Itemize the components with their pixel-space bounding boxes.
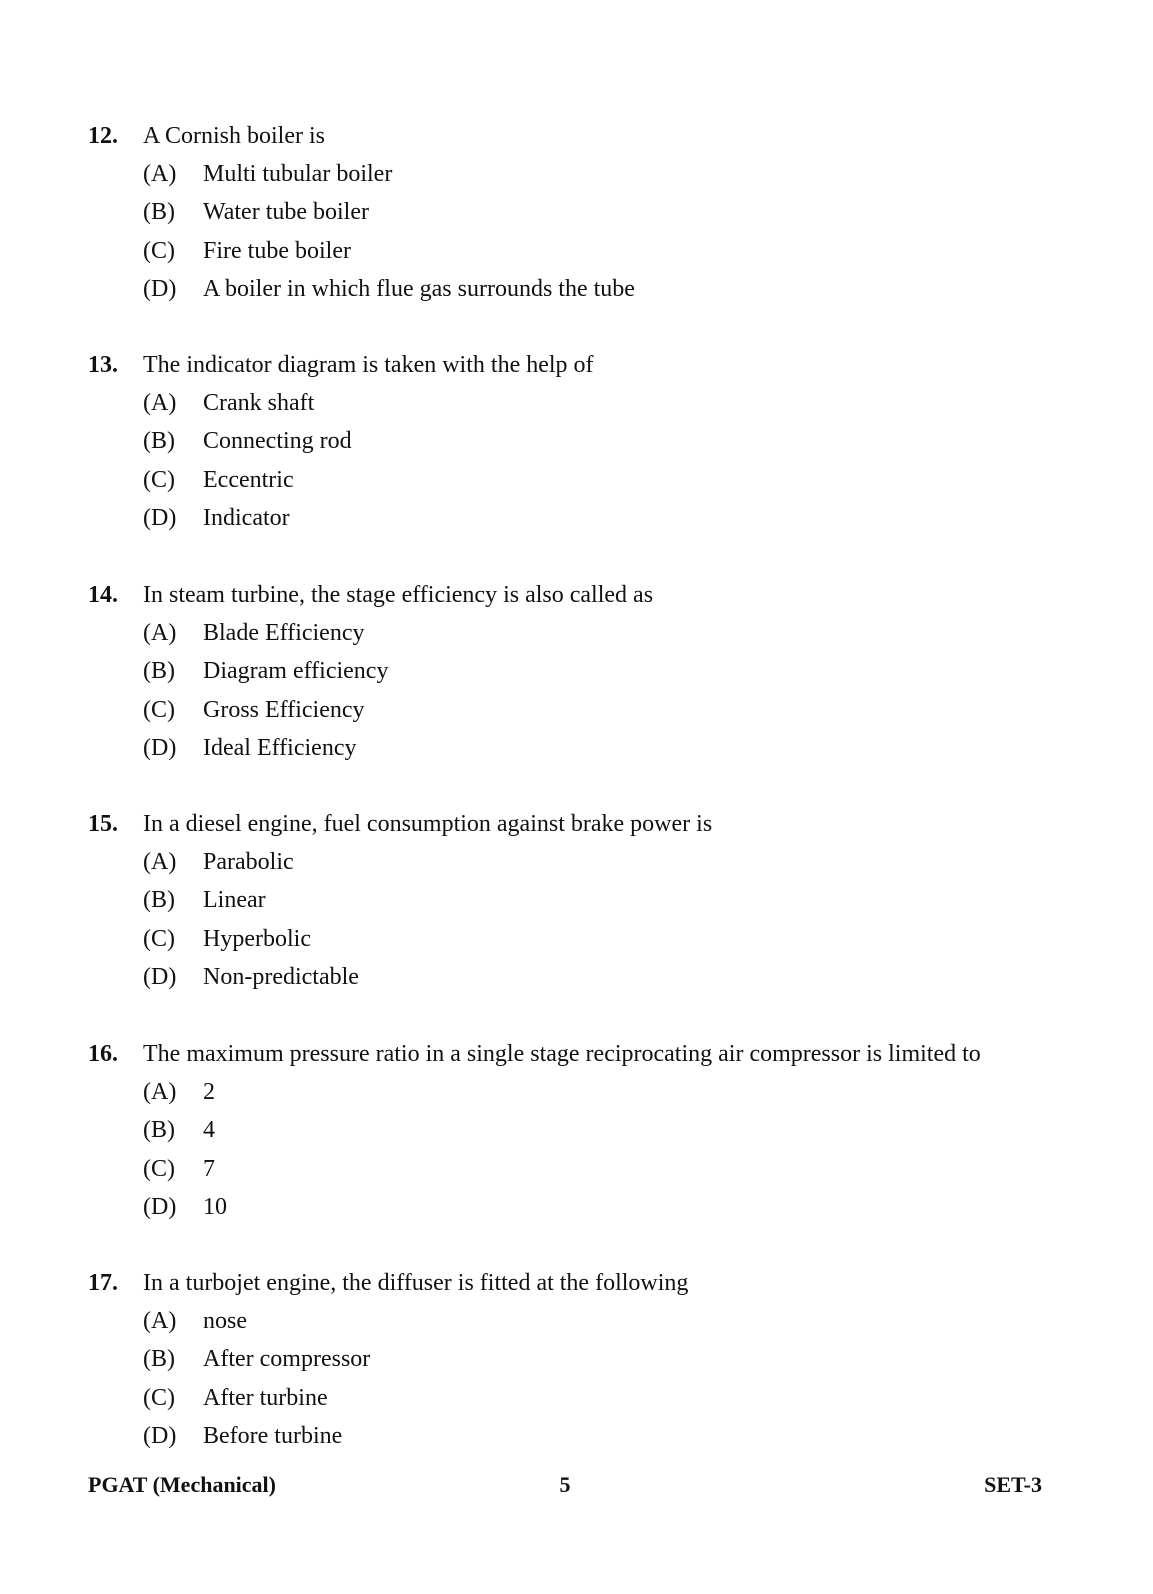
question-13 <box>88 346 1088 537</box>
option-a <box>88 155 1088 193</box>
option-c <box>88 1379 1088 1417</box>
option-d <box>88 499 1088 537</box>
option-b <box>88 422 1088 460</box>
question-number: 13. <box>88 352 118 378</box>
option-label: (D) <box>143 963 177 990</box>
question-stem <box>88 576 1088 614</box>
question-number: 12. <box>88 123 118 149</box>
option-b <box>88 193 1088 231</box>
question-17 <box>88 1264 1088 1455</box>
option-text: Non-predictable <box>203 963 359 990</box>
option-text: Linear <box>203 887 266 914</box>
option-label: (B) <box>143 887 175 914</box>
option-text: 10 <box>203 1193 227 1220</box>
option-label: (D) <box>143 275 177 302</box>
option-label: (D) <box>143 1422 177 1449</box>
option-text: Before turbine <box>203 1422 343 1449</box>
question-text: In steam turbine, the stage efficiency is also called as <box>143 582 654 608</box>
option-text: After turbine <box>203 1384 328 1411</box>
option-text: 4 <box>203 1117 215 1144</box>
option-a <box>88 614 1088 652</box>
question-number: 16. <box>88 1041 118 1067</box>
option-b <box>88 881 1088 919</box>
option-b <box>88 1340 1088 1378</box>
question-text: The maximum pressure ratio in a single stage reciprocating air compressor is limited to <box>143 1041 981 1067</box>
option-label: (C) <box>143 1384 175 1411</box>
option-d <box>88 1188 1088 1226</box>
option-label: (A) <box>143 849 177 875</box>
page-footer <box>88 1470 1042 1500</box>
option-text: Crank shaft <box>203 390 315 416</box>
option-text: A boiler in which flue gas surrounds the tube <box>203 275 635 302</box>
option-label: (C) <box>143 466 175 493</box>
option-label: (A) <box>143 620 177 646</box>
option-text: Blade Efficiency <box>203 620 365 646</box>
option-label: (B) <box>143 658 175 685</box>
option-b <box>88 1111 1088 1149</box>
question-text: In a diesel engine, fuel consumption against brake power is <box>143 811 713 837</box>
question-number: 14. <box>88 582 118 608</box>
option-label: (B) <box>143 428 175 455</box>
option-d <box>88 729 1088 767</box>
option-label: (A) <box>143 390 177 416</box>
question-number: 15. <box>88 811 118 837</box>
question-12 <box>88 117 1088 308</box>
option-text: Multi tubular boiler <box>203 161 393 187</box>
option-a <box>88 1073 1088 1111</box>
option-label: (A) <box>143 1308 177 1334</box>
option-text: nose <box>203 1308 247 1334</box>
question-15 <box>88 805 1088 996</box>
option-label: (A) <box>143 161 177 187</box>
question-stem <box>88 1035 1088 1073</box>
option-text: Eccentric <box>203 466 294 493</box>
option-text: Diagram efficiency <box>203 658 389 685</box>
option-c <box>88 920 1088 958</box>
option-c <box>88 691 1088 729</box>
option-c <box>88 461 1088 499</box>
option-label: (A) <box>143 1079 177 1105</box>
option-c <box>88 232 1088 270</box>
question-stem <box>88 805 1088 843</box>
option-label: (D) <box>143 1193 177 1220</box>
option-label: (D) <box>143 734 177 761</box>
option-text: 2 <box>203 1079 215 1105</box>
option-text: Water tube boiler <box>203 199 369 226</box>
option-text: Gross Efficiency <box>203 696 365 723</box>
option-d <box>88 270 1088 308</box>
option-text: Hyperbolic <box>203 925 311 952</box>
option-text: 7 <box>203 1155 215 1182</box>
option-a <box>88 384 1088 422</box>
option-text: Indicator <box>203 504 290 531</box>
question-stem <box>88 346 1088 384</box>
option-text: Fire tube boiler <box>203 237 351 264</box>
option-label: (C) <box>143 237 175 264</box>
option-label: (D) <box>143 504 177 531</box>
option-d <box>88 958 1088 996</box>
question-number: 17. <box>88 1270 118 1296</box>
option-label: (B) <box>143 199 175 226</box>
option-a <box>88 1302 1088 1340</box>
footer-exam-name: PGAT (Mechanical) <box>88 1472 276 1497</box>
question-text: The indicator diagram is taken with the help of <box>143 352 594 378</box>
footer-set-code: SET-3 <box>984 1472 1042 1497</box>
option-label: (B) <box>143 1117 175 1144</box>
option-text: Connecting rod <box>203 428 352 455</box>
question-16 <box>88 1035 1088 1226</box>
footer-page-number: 5 <box>559 1472 571 1497</box>
option-label: (B) <box>143 1346 175 1373</box>
option-d <box>88 1417 1088 1455</box>
option-a <box>88 843 1088 881</box>
question-text: In a turbojet engine, the diffuser is fitted at the following <box>143 1270 689 1296</box>
question-14 <box>88 576 1088 767</box>
question-stem <box>88 1264 1088 1302</box>
question-text: A Cornish boiler is <box>143 123 326 149</box>
option-label: (C) <box>143 696 175 723</box>
question-stem <box>88 117 1088 155</box>
option-text: Ideal Efficiency <box>203 734 357 761</box>
option-text: Parabolic <box>203 849 294 875</box>
option-label: (C) <box>143 1155 175 1182</box>
option-b <box>88 652 1088 690</box>
option-label: (C) <box>143 925 175 952</box>
option-text: After compressor <box>203 1346 371 1373</box>
option-c <box>88 1150 1088 1188</box>
